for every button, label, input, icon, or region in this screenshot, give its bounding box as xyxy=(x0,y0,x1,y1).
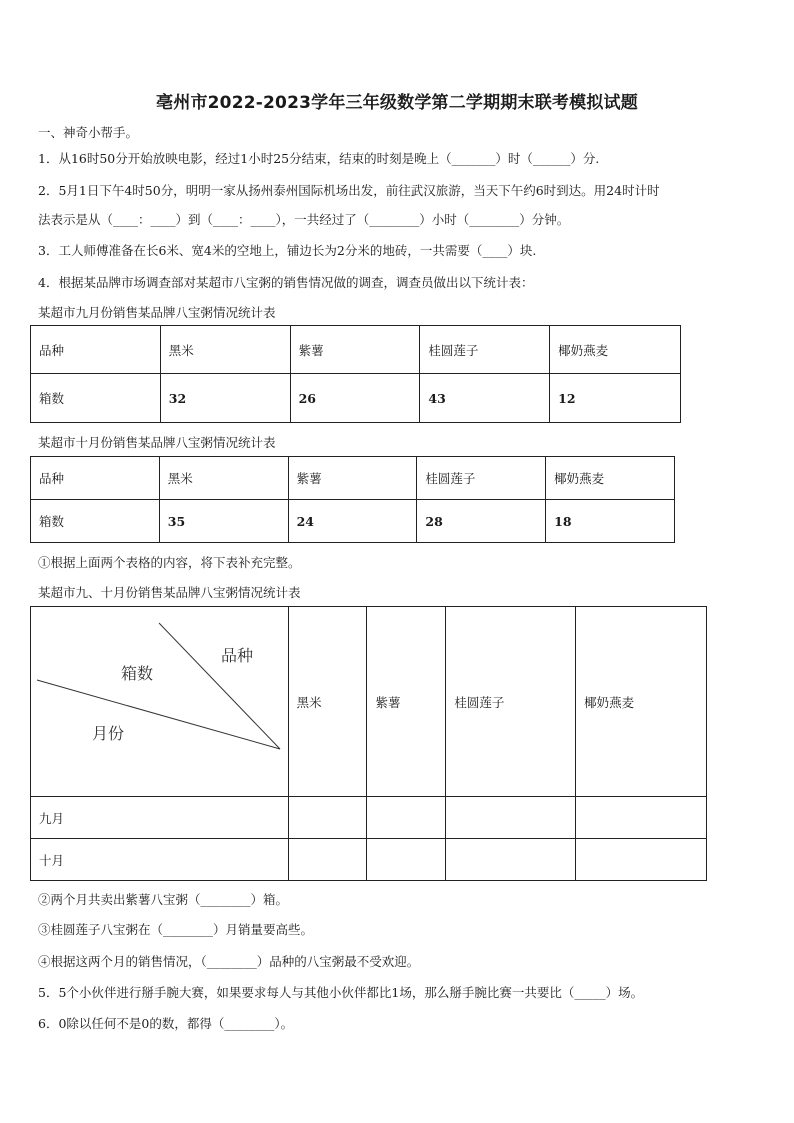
table-header-row xyxy=(31,326,681,374)
table-row xyxy=(31,374,681,423)
value-cell: 28 xyxy=(417,500,546,543)
header-cell: 品种 xyxy=(31,457,160,500)
diagonal-label-month: 月份 xyxy=(92,724,125,743)
table-3-caption: 某超市九、十月份销售某品牌八宝粥情况统计表 xyxy=(38,585,301,600)
sub-question-4: ④根据这两个月的销售情况，（________）品种的八宝粥最不受欢迎。 xyxy=(38,954,420,969)
header-cell: 桂圆莲子 xyxy=(446,607,576,797)
question-3: 3．工人师傅准备在长6米、宽4米的空地上，铺边长为2分米的地砖，一共需要（____）块. xyxy=(38,243,537,258)
header-cell: 品种 xyxy=(31,326,161,374)
value-cell: 12 xyxy=(550,374,681,423)
question-4: 4．根据某品牌市场调查部对某超市八宝粥的销售情况做的调查，调查员做出以下统计表： xyxy=(38,275,534,290)
sub-question-1: ①根据上面两个表格的内容，将下表补充完整。 xyxy=(38,555,301,570)
header-cell: 紫薯 xyxy=(290,326,420,374)
question-1: 1．从16时50分开始放映电影，经过1小时25分结束，结束的时刻是晚上（_______）时（______）分. xyxy=(38,151,600,166)
question-5: 5．5个小伙伴进行掰手腕大赛，如果要求每人与其他小伙伴都比1场，那么掰手腕比赛一共要比（_____）场。 xyxy=(38,985,644,1000)
value-cell: 32 xyxy=(160,374,290,423)
header-cell: 椰奶燕麦 xyxy=(576,607,707,797)
blank-answer-cell[interactable] xyxy=(367,839,446,881)
blank-answer-cell[interactable] xyxy=(288,797,367,839)
section-heading: 一、神奇小帮手。 xyxy=(38,125,139,140)
header-cell: 桂圆莲子 xyxy=(417,457,546,500)
table-1-caption: 某超市九月份销售某品牌八宝粥情况统计表 xyxy=(38,305,276,320)
row-label-cell: 箱数 xyxy=(31,500,160,543)
diagonal-line-upper xyxy=(159,623,280,749)
row-label-cell: 十月 xyxy=(31,839,289,881)
row-label-cell: 箱数 xyxy=(31,374,161,423)
question-6: 6．0除以任何不是0的数，都得（________）。 xyxy=(38,1016,294,1031)
value-cell: 43 xyxy=(420,374,550,423)
october-sales-table xyxy=(30,456,675,543)
diagonal-line-lower xyxy=(37,680,280,749)
table-row xyxy=(31,797,707,839)
header-cell: 紫薯 xyxy=(367,607,446,797)
header-cell: 桂圆莲子 xyxy=(420,326,550,374)
question-2-line-1: 2．5月1日下午4时50分，明明一家从扬州泰州国际机场出发，前往武汉旅游，当天下午约6时到达。用24时计时 xyxy=(38,183,660,198)
combined-sales-table xyxy=(30,606,707,881)
page-title: 亳州市2022-2023学年三年级数学第二学期期末联考模拟试题 xyxy=(156,93,638,113)
blank-answer-cell[interactable] xyxy=(288,839,367,881)
header-cell: 黑米 xyxy=(159,457,288,500)
value-cell: 26 xyxy=(290,374,420,423)
header-cell: 紫薯 xyxy=(288,457,417,500)
header-cell: 黑米 xyxy=(160,326,290,374)
header-cell: 椰奶燕麦 xyxy=(550,326,681,374)
table-row xyxy=(31,500,675,543)
header-cell: 黑米 xyxy=(288,607,367,797)
table-2-caption: 某超市十月份销售某品牌八宝粥情况统计表 xyxy=(38,435,276,450)
table-header-row xyxy=(31,607,707,797)
blank-answer-cell[interactable] xyxy=(446,797,576,839)
september-sales-table xyxy=(30,325,681,423)
value-cell: 35 xyxy=(159,500,288,543)
sub-question-2: ②两个月共卖出紫薯八宝粥（________）箱。 xyxy=(38,892,289,907)
blank-answer-cell[interactable] xyxy=(576,797,707,839)
blank-answer-cell[interactable] xyxy=(446,839,576,881)
value-cell: 18 xyxy=(546,500,675,543)
diagonal-label-boxes: 箱数 xyxy=(121,664,154,683)
blank-answer-cell[interactable] xyxy=(576,839,707,881)
value-cell: 24 xyxy=(288,500,417,543)
sub-question-3: ③桂圆莲子八宝粥在（________）月销量要高些。 xyxy=(38,922,314,937)
header-cell: 椰奶燕麦 xyxy=(546,457,675,500)
question-2-line-2: 法表示是从（____：____）到（____：____），一共经过了（________）小时（________）分钟。 xyxy=(38,212,570,227)
diagonal-lines xyxy=(31,607,289,797)
diagonal-header-cell xyxy=(31,607,289,797)
blank-answer-cell[interactable] xyxy=(367,797,446,839)
table-header-row xyxy=(31,457,675,500)
table-row xyxy=(31,839,707,881)
diagonal-label-variety: 品种 xyxy=(221,646,254,665)
row-label-cell: 九月 xyxy=(31,797,289,839)
